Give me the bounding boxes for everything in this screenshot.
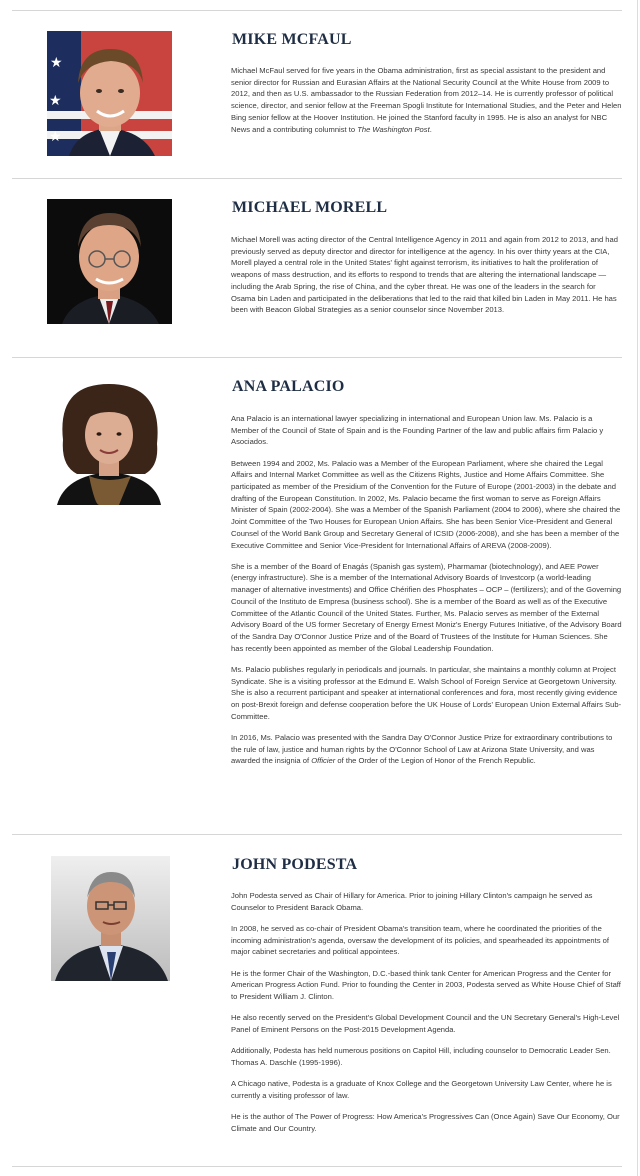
text-run: He also recently served on the President's Global Development Council and the UN Secretary General's High-Level Panel of Eminent Persons on the Post-2015 Development Agenda. (231, 1013, 620, 1034)
bio-paragraph (231, 1111, 622, 1134)
bio-text (231, 234, 622, 316)
bio-text (231, 65, 622, 135)
bio-paragraph (231, 1045, 622, 1068)
italic-text: Officier (311, 756, 336, 766)
person-name: MICHAEL MORELL (232, 199, 388, 216)
bio-paragraph (231, 458, 622, 552)
divider (12, 1166, 622, 1167)
text-run: Ms. Palacio publishes regularly in periodicals and journals. In particular, she maintains a monthly column at Project Syndicate. She is a visiting professor at the Edmund E. Walsh School of Foreign Service at Georgetown University. She is also a recurrent participant and speaker at international conferences and (231, 664, 617, 698)
italic-text: fora (500, 688, 514, 698)
svg-text:★: ★ (49, 92, 62, 108)
person-name: ANA PALACIO (232, 378, 345, 395)
text-run: In 2008, he served as co-chair of President Obama's transition team, where he coordinated the priorities of the incoming administration's agenda, oversaw the development of its policies, and spearheaded its appointments of major cabinet secretaries and political appointees. (231, 923, 609, 957)
portrait-photo (49, 856, 170, 981)
divider (12, 10, 622, 11)
divider (12, 834, 622, 835)
text-run: John Podesta served as Chair of Hillary for America. Prior to joining Hillary Clinton's campaign he served as Counselor to President Barack Obama. (231, 891, 593, 912)
bio-paragraph (231, 890, 622, 913)
svg-text:★: ★ (49, 128, 62, 144)
text-run: of the Order of the Legion of Honor of the French Republic. (335, 756, 536, 766)
person-name: JOHN PODESTA (232, 856, 358, 873)
portrait-photo (47, 31, 172, 156)
bio-paragraph (231, 1012, 622, 1035)
svg-text:★: ★ (50, 54, 63, 70)
bio-paragraph (231, 664, 622, 723)
text-run: Michael Morell was acting director of the Central Intelligence Agency in 2011 and again from 2012 to 2013, and had previously served as deputy director and director for intelligence at the agency. In his over thirty years at the CIA, Morell played a central role in the United States' fight against terrorism, its initiatives to halt the proliferation of weapons of mass destruction, and its efforts to respond to trends that are altering the international landscape — including the Arab Spring, the rise of China, and the cyber threat. He was one of the leaders in the search for Osama bin Laden and participated in the deliberations that led to the raid that killed bin Laden in May 2011. He has been with Beacon Global Strategies as a senior counselor since November 2013. (231, 235, 618, 315)
page-edge-line (637, 0, 638, 1176)
text-run: Ana Palacio is an international lawyer specializing in international and European Union law. Ms. Palacio is a Member of the Council of State of Spain and is the Founding Partner of the law and public affairs firm Palacio y Asociados. (231, 414, 604, 447)
text-run: , most recently giving evidence on post-Brexit foreign and defense cooperation before the UK House of Lords' European Union External Affairs Sub-Committee. (231, 688, 622, 721)
bio-paragraph (231, 413, 622, 448)
text-run: Additionally, Podesta has held numerous positions on Capitol Hill, including counselor to Democratic Leader Sen. Thomas A. Daschle (1995-1996). (231, 1046, 611, 1067)
divider (12, 178, 622, 179)
divider (12, 357, 622, 358)
text-run: Between 1994 and 2002, Ms. Palacio was a Member of the European Parliament, where she chaired the Legal Affairs and Internal Market Committee as well as the Citizens Rights, Justice and Home Affairs Committee. She participated as member of the Presidium of the Convention for the Future of Europe (2001-2003) in the debate and drafting of the European Constitution. In 2002, Ms. Palacio became the first woman to serve as Foreign Affairs Minister of Spain (2002-2004). She was a Member of the Spanish Parliament (2004 to 2006), where she chaired the Joint Committee of the Two Houses for European Union Affairs. She has been Senior Vice-President and General Counsel of the World Bank Group and Secretary General of ICSID (2006-2008), and she has been a member of the Executive Committee and Senior Vice-President for International Affairs of AREVA (2008-2009). (231, 458, 621, 550)
portrait-photo (47, 380, 172, 505)
text-run: He is the former Chair of the Washington, D.C.-based think tank Center for American Progress and the Center for American Progress Action Fund. Prior to founding the Center in 2003, Podesta served as White House Chief of Staff to President William J. Clinton. (231, 968, 621, 1001)
bio-paragraph (231, 561, 622, 655)
text-run: She is a member of the Board of Enagás (Spanish gas system), Pharmamar (biotechnology), and AEE Power (energy infrastructure). She is a member of the International Advisory Boards of Investcorp (a world-leading manager of alternative investments) and Office Chérifien des Phosphates – OCP – (fertilizers); and of the Governing Council of the Instituto de Empresa (business school). She is a member of the Board as well as of the Executive Committee of the Atlantic Council of the United States. Further, Ms. Palacio serves as member of the External Advisory Board of the US former Secretary of Energy Ernest Moniz's Energy Futures Initiative, of the Advisory Board of the Sandra Day O'Connor Justice Prize and of the Board of Trustees of the Institute for Human Sciences. She has recently been appointed as member of the Global Leadership Foundation. (231, 561, 622, 653)
text-run: In 2016, Ms. Palacio was presented with the Sandra Day O'Connor Justice Prize for extraordinary contributions to the rule of law, justice and human rights by the O'Connor School of Law at Arizona State University, and was awarded the insignia of (231, 732, 613, 766)
italic-text: The Washington Post (357, 124, 430, 134)
bio-paragraph (231, 65, 622, 135)
bio-text (231, 890, 622, 1134)
text-run: Michael McFaul served for five years in the Obama administration, first as special assistant to the president and senior director for Russian and Eurasian Affairs at the National Security Council at the White House from 2009 to 2012, and then as U.S. ambassador to the Russian Federation from 2012–14. He is currently professor of political science, director, and senior fellow at the Freeman Spogli Institute for International Studies, and the Peter and Helen Bing senior fellow at the Hoover Institution. He joined the Stanford faculty in 1995. He is also an analyst for NBC News and a contributing columnist to (231, 66, 622, 134)
bio-paragraph (231, 1078, 622, 1101)
bio-paragraph (231, 732, 622, 767)
text-run: He is the author of The Power of Progress: How America's Progressives Can (Once Again) Save Our Economy, Our Climate and Our Country. (231, 1111, 620, 1133)
bio-paragraph (231, 234, 622, 316)
bio-paragraph (231, 968, 622, 1003)
portrait-photo (47, 199, 172, 324)
bio-paragraph (231, 923, 622, 958)
person-name: MIKE MCFAUL (232, 31, 352, 48)
text-run: . (429, 124, 432, 134)
bio-text (231, 413, 622, 767)
text-run: A Chicago native, Podesta is a graduate of Knox College and the Georgetown University Law Center, where he is currently a visiting professor of law. (231, 1078, 612, 1100)
